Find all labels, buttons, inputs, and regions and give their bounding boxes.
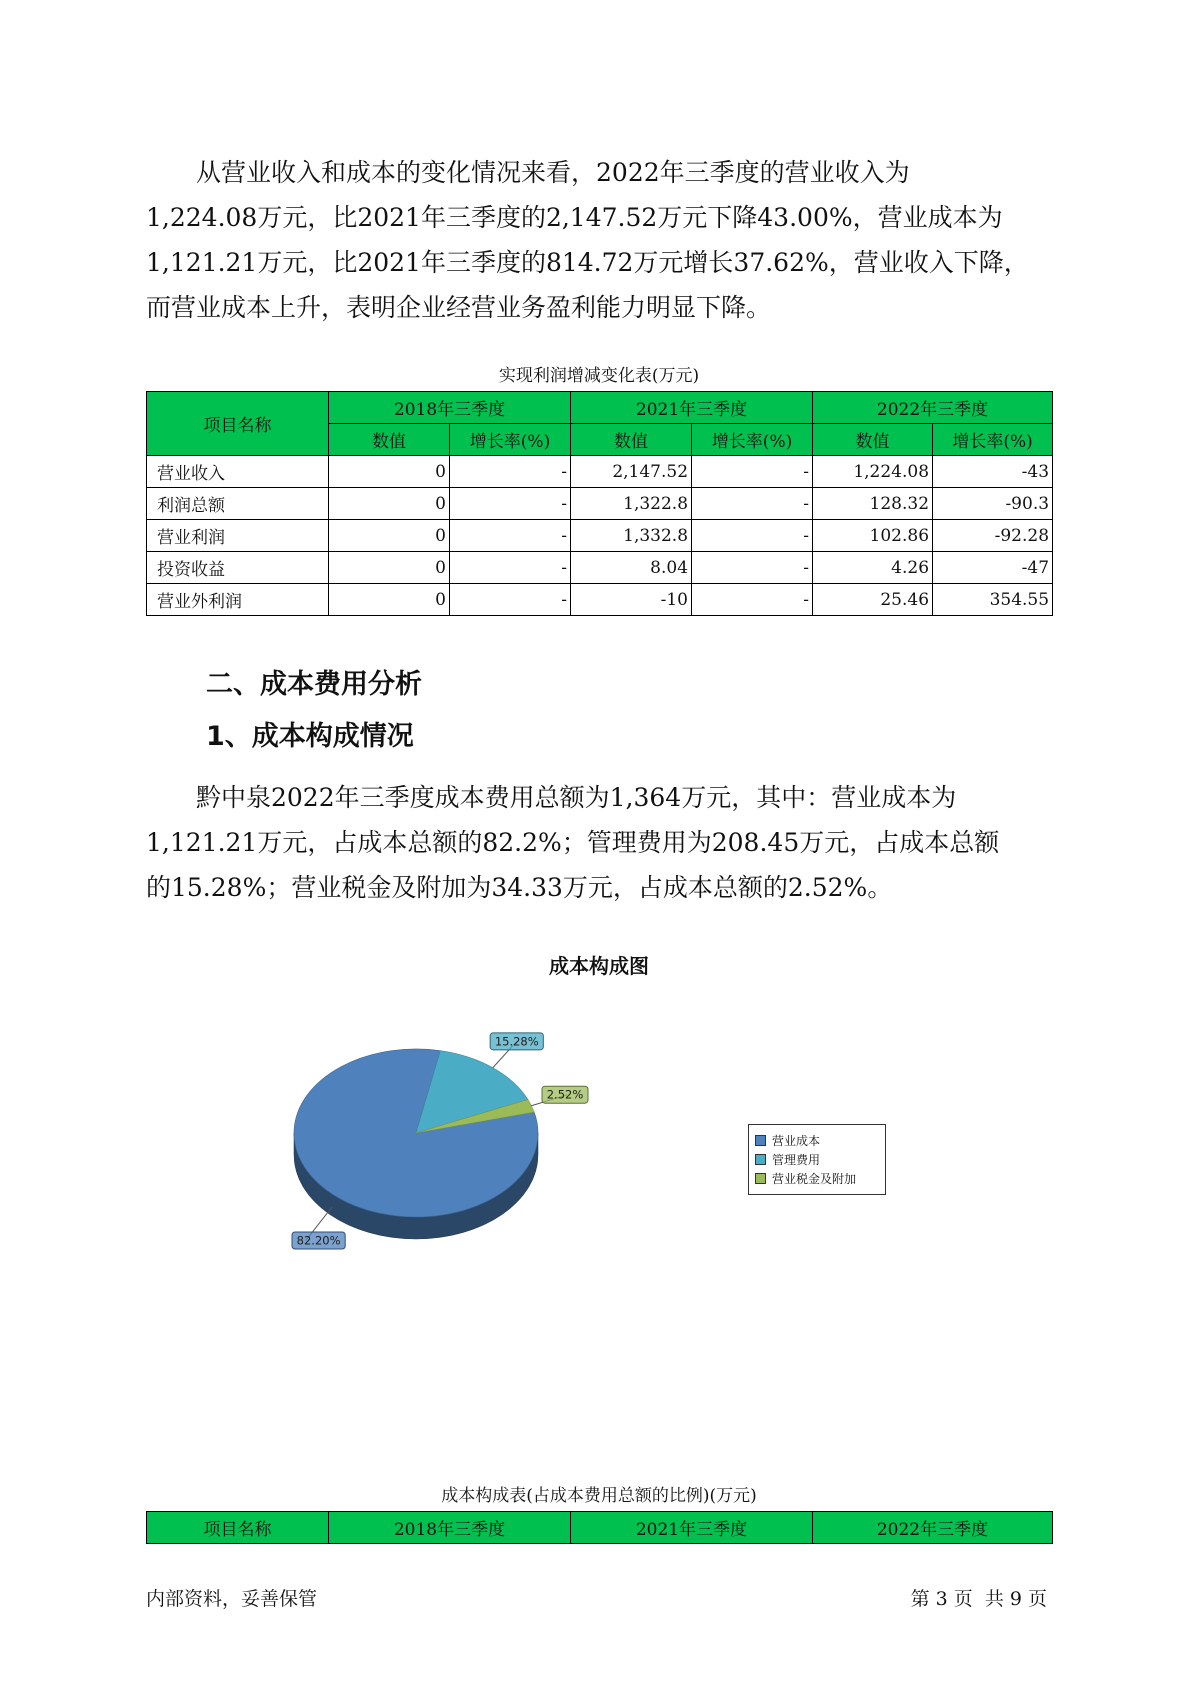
legend-item xyxy=(755,1169,879,1188)
page-number xyxy=(905,1584,1047,1611)
table-row xyxy=(147,584,1053,616)
cell-value: 0 xyxy=(329,584,450,616)
cell-value: -10 xyxy=(571,584,692,616)
header-item-name: 项目名称 xyxy=(147,392,329,456)
legend-label: 营业成本 xyxy=(772,1134,821,1148)
cell-value: 0 xyxy=(329,488,450,520)
cell-value: 2,147.52 xyxy=(571,456,692,488)
legend-label: 营业税金及附加 xyxy=(772,1172,857,1186)
header-year-2022: 2022年三季度 xyxy=(813,1512,1053,1544)
header-rate: 增长率(%) xyxy=(933,424,1053,456)
paragraph-line: 而营业成本上升，表明企业经营业务盈利能力明显下降。 xyxy=(146,293,772,322)
section-heading: 二、成本费用分析 xyxy=(206,669,422,700)
header-value: 数值 xyxy=(329,424,450,456)
legend-item xyxy=(755,1131,879,1150)
header-rate: 增长率(%) xyxy=(692,424,813,456)
cell-rate: -92.28 xyxy=(933,520,1053,552)
intro-paragraph xyxy=(146,150,1046,330)
cell-rate: - xyxy=(692,552,813,584)
header-year-2022: 2022年三季度 xyxy=(813,392,1053,424)
cell-rate: - xyxy=(450,584,571,616)
page-current: 第 3 页 xyxy=(910,1588,973,1610)
row-name: 营业外利润 xyxy=(147,584,329,616)
cell-rate: - xyxy=(450,488,571,520)
cell-value: 4.26 xyxy=(813,552,933,584)
chart-title: 成本构成图 xyxy=(549,954,649,978)
cell-rate: - xyxy=(450,456,571,488)
legend-swatch xyxy=(755,1173,766,1184)
cost-table-caption: 成本构成表(占成本费用总额的比例)(万元) xyxy=(441,1486,757,1506)
row-name: 投资收益 xyxy=(147,552,329,584)
table-row xyxy=(147,488,1053,520)
table-row xyxy=(147,552,1053,584)
paragraph-line: 黔中泉2022年三季度成本费用总额为1,364万元，其中：营业成本为 xyxy=(146,783,957,812)
cell-rate: - xyxy=(450,520,571,552)
legend-swatch xyxy=(755,1135,766,1146)
legend-swatch xyxy=(755,1154,766,1165)
cell-value: 1,332.8 xyxy=(571,520,692,552)
chart-legend xyxy=(748,1124,886,1195)
cost-structure-table xyxy=(146,1511,1053,1544)
pie-data-label: 2.52% xyxy=(546,1087,584,1102)
cell-value: 0 xyxy=(329,552,450,584)
header-year-2021: 2021年三季度 xyxy=(571,392,813,424)
table-row xyxy=(147,456,1053,488)
footer-note: 内部资料，妥善保管 xyxy=(146,1588,318,1610)
cell-value: 128.32 xyxy=(813,488,933,520)
row-name: 利润总额 xyxy=(147,488,329,520)
cell-rate: - xyxy=(692,488,813,520)
cell-value: 1,224.08 xyxy=(813,456,933,488)
cell-value: 25.46 xyxy=(813,584,933,616)
header-year-2018: 2018年三季度 xyxy=(329,392,571,424)
paragraph-line: 1,224.08万元，比2021年三季度的2,147.52万元下降43.00%，营业成本为 xyxy=(146,203,1003,232)
header-rate: 增长率(%) xyxy=(450,424,571,456)
cost-paragraph xyxy=(146,775,1046,910)
profit-change-table xyxy=(146,391,1053,616)
cell-rate: -47 xyxy=(933,552,1053,584)
cell-value: 1,322.8 xyxy=(571,488,692,520)
table-row xyxy=(147,520,1053,552)
row-name: 营业利润 xyxy=(147,520,329,552)
cell-rate: 354.55 xyxy=(933,584,1053,616)
pie-data-label: 82.20% xyxy=(296,1233,341,1248)
legend-item xyxy=(755,1150,879,1169)
paragraph-line: 的15.28%；营业税金及附加为34.33万元，占成本总额的2.52%。 xyxy=(146,873,893,902)
pie-data-label: 15.28% xyxy=(494,1034,539,1049)
header-value: 数值 xyxy=(571,424,692,456)
cell-rate: - xyxy=(450,552,571,584)
cell-value: 102.86 xyxy=(813,520,933,552)
cell-rate: - xyxy=(692,584,813,616)
paragraph-line: 1,121.21万元，占成本总额的82.2%；管理费用为208.45万元，占成本总额 xyxy=(146,828,1000,857)
cell-value: 0 xyxy=(329,456,450,488)
cell-rate: - xyxy=(692,456,813,488)
header-year-2018: 2018年三季度 xyxy=(329,1512,571,1544)
header-value: 数值 xyxy=(813,424,933,456)
paragraph-line: 从营业收入和成本的变化情况来看，2022年三季度的营业收入为 xyxy=(146,158,910,187)
header-item-name: 项目名称 xyxy=(147,1512,329,1544)
profit-table-caption: 实现利润增减变化表(万元) xyxy=(498,366,700,386)
legend-label: 管理费用 xyxy=(772,1153,821,1167)
header-year-2021: 2021年三季度 xyxy=(571,1512,813,1544)
cell-value: 8.04 xyxy=(571,552,692,584)
cell-rate: -43 xyxy=(933,456,1053,488)
page-total: 共 9 页 xyxy=(984,1588,1047,1610)
paragraph-line: 1,121.21万元，比2021年三季度的814.72万元增长37.62%，营业收入下降， xyxy=(146,248,1029,277)
row-name: 营业收入 xyxy=(147,456,329,488)
cell-rate: - xyxy=(692,520,813,552)
pie-chart xyxy=(290,1010,590,1260)
cell-rate: -90.3 xyxy=(933,488,1053,520)
subsection-heading: 1、成本构成情况 xyxy=(206,721,414,752)
cell-value: 0 xyxy=(329,520,450,552)
